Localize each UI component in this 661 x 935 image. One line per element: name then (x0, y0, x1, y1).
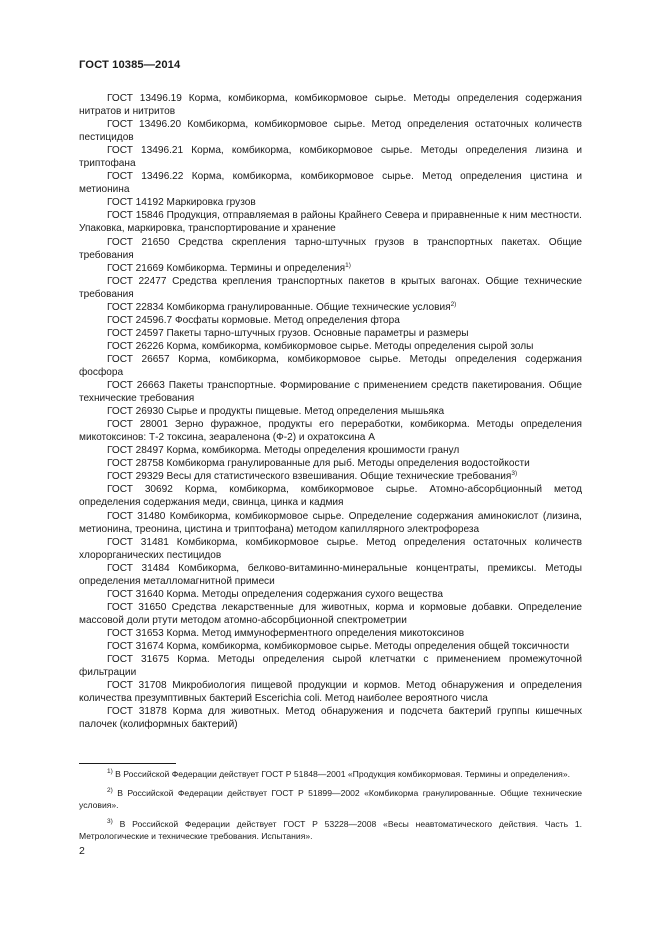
reference-item (79, 418, 582, 444)
reference-text: ГОСТ 31480 Комбикорма, комбикормовое сырье. Определение содержания аминокислот (лизина, метионина, треонина, цистина и триптофана) методом капиллярного электрофореза (79, 510, 582, 535)
reference-text: ГОСТ 28001 Зерно фуражное, продукты его переработки, комбикорма. Методы определения микотоксинов: Т-2 токсина, зеараленона (Ф-2) и охратоксина А (79, 419, 582, 444)
reference-text: ГОСТ 13496.22 Корма, комбикорма, комбикормовое сырье. Метод определения цистина и метионина (79, 171, 582, 196)
reference-item (79, 118, 582, 144)
reference-text: ГОСТ 15846 Продукция, отправляемая в районы Крайнего Севера и приравненные к ним местности. Упаковка, маркировка, транспортирование и хранение (79, 210, 582, 235)
reference-text: ГОСТ 28497 Корма, комбикорма. Методы определения крошимости гранул (107, 445, 460, 457)
reference-item (79, 705, 582, 731)
reference-item (79, 627, 582, 640)
page-number: 2 (79, 845, 85, 857)
reference-text: ГОСТ 29329 Весы для статистического взвешивания. Общие технические требования (107, 471, 512, 483)
reference-item (79, 601, 582, 627)
reference-text: ГОСТ 31878 Корма для животных. Метод обнаружения и подсчета бактерий группы кишечных палочек (колиформных бактерий) (79, 706, 582, 731)
reference-item (79, 92, 582, 118)
reference-text: ГОСТ 22477 Средства крепления транспортных пакетов в крытых вагонах. Общие технические требования (79, 275, 582, 300)
reference-item (79, 379, 582, 405)
footnote-text: В Российской Федерации действует ГОСТ Р 51848—2001 «Продукция комбикормовая. Термины и определения». (115, 769, 570, 779)
footnote-separator (79, 763, 176, 764)
normative-references-list (79, 92, 582, 731)
reference-text: ГОСТ 31640 Корма. Методы определения содержания сухого вещества (107, 588, 443, 600)
footnote-mark: 1) (107, 768, 113, 775)
reference-text: ГОСТ 26226 Корма, комбикорма, комбикормовое сырье. Методы определения сырой золы (107, 340, 534, 352)
reference-item (79, 457, 582, 470)
reference-item (79, 444, 582, 457)
reference-text: ГОСТ 31708 Микробиология пищевой продукции и кормов. Метод обнаружения и определения количества презумптивных бактерий Escerichia coli. Метод наиболее вероятного числа (79, 680, 582, 705)
reference-text: ГОСТ 31650 Средства лекарственные для животных, корма и кормовые добавки. Определение массовой доли ртути методом атомно-абсорбционной спектрометрии (79, 601, 582, 626)
reference-item (79, 170, 582, 196)
reference-item (79, 301, 582, 314)
reference-item (79, 640, 582, 653)
reference-text: ГОСТ 13496.20 Комбикорма, комбикормовое сырье. Метод определения остаточных количеств пестицидов (79, 119, 582, 144)
reference-text: ГОСТ 14192 Маркировка грузов (107, 197, 256, 209)
reference-item (79, 405, 582, 418)
reference-item (79, 470, 582, 483)
reference-item (79, 353, 582, 379)
footnote-mark: 3) (107, 817, 113, 825)
footnote-item (79, 818, 582, 843)
reference-text: ГОСТ 24596.7 Фосфаты кормовые. Метод определения фтора (107, 314, 400, 326)
footnote-item (79, 768, 582, 780)
reference-text: ГОСТ 31653 Корма. Метод иммуноферментного определения микотоксинов (107, 627, 465, 639)
reference-item (79, 562, 582, 588)
reference-item (79, 144, 582, 170)
reference-text: ГОСТ 21669 Комбикорма. Термины и определения (107, 262, 346, 274)
reference-item (79, 588, 582, 601)
reference-item (79, 209, 582, 235)
reference-item (79, 275, 582, 301)
reference-item (79, 653, 582, 679)
reference-text: ГОСТ 31481 Комбикорма, комбикормовое сырье. Метод определения остаточных количеств хлорорганических пестицидов (79, 536, 582, 561)
reference-text: ГОСТ 24597 Пакеты тарно-штучных грузов. Основные параметры и размеры (107, 327, 469, 339)
reference-item (79, 679, 582, 705)
reference-text: ГОСТ 26663 Пакеты транспортные. Формирование с применением средств пакетирования. Общие технические требования (79, 380, 582, 405)
footnotes (79, 768, 582, 849)
reference-text: ГОСТ 26657 Корма, комбикорма, комбикормовое сырье. Методы определения содержания фосфора (79, 353, 582, 378)
reference-text: ГОСТ 26930 Сырье и продукты пищевые. Метод определения мышьяка (107, 406, 445, 418)
reference-item (79, 340, 582, 353)
reference-text: ГОСТ 22834 Комбикорма гранулированные. Общие технические условия (107, 301, 451, 313)
reference-text: ГОСТ 30692 Корма, комбикорма, комбикормовое сырье. Атомно-абсорбционный метод определения содержания меди, свинца, цинка и кадмия (79, 484, 582, 509)
footnote-text: В Российской Федерации действует ГОСТ Р 53228—2008 «Весы неавтоматического действия. Часть 1. Метрологические и технические требования. Испытания». (79, 818, 583, 842)
footnote-marker: 3) (511, 470, 518, 478)
footnote-mark: 2) (107, 786, 113, 794)
footnote-text: В Российской Федерации действует ГОСТ Р 51899—2002 «Комбикорма гранулированные. Общие технические условия». (79, 787, 582, 811)
reference-text: ГОСТ 31674 Корма, комбикорма, комбикормовое сырье. Методы определения общей токсичности (107, 640, 570, 652)
reference-text: ГОСТ 21650 Средства скрепления тарно-штучных грузов в транспортных пакетах. Общие требования (79, 236, 582, 261)
reference-item (79, 510, 582, 536)
reference-item (79, 196, 582, 209)
footnote-item (79, 787, 582, 812)
reference-text: ГОСТ 13496.19 Корма, комбикорма, комбикормовое сырье. Методы определения содержания нитратов и нитритов (79, 93, 582, 118)
reference-item (79, 262, 582, 275)
footnote-marker: 1) (345, 261, 351, 269)
reference-item (79, 236, 582, 262)
reference-text: ГОСТ 28758 Комбикорма гранулированные для рыб. Методы определения водостойкости (107, 458, 530, 470)
reference-item (79, 536, 582, 562)
reference-text: ГОСТ 13496.21 Корма, комбикорма, комбикормовое сырье. Методы определения лизина и триптофана (79, 145, 582, 170)
reference-item (79, 327, 582, 340)
reference-text: ГОСТ 31675 Корма. Методы определения сырой клетчатки с применением промежуточной фильтрации (79, 654, 582, 679)
reference-text: ГОСТ 31484 Комбикорма, белково-витаминно-минеральные концентраты, премиксы. Методы определения металломагнитной примеси (79, 562, 582, 587)
footnote-marker: 2) (450, 300, 457, 308)
document-header: ГОСТ 10385—2014 (79, 59, 181, 71)
reference-item (79, 483, 582, 509)
reference-item (79, 314, 582, 327)
